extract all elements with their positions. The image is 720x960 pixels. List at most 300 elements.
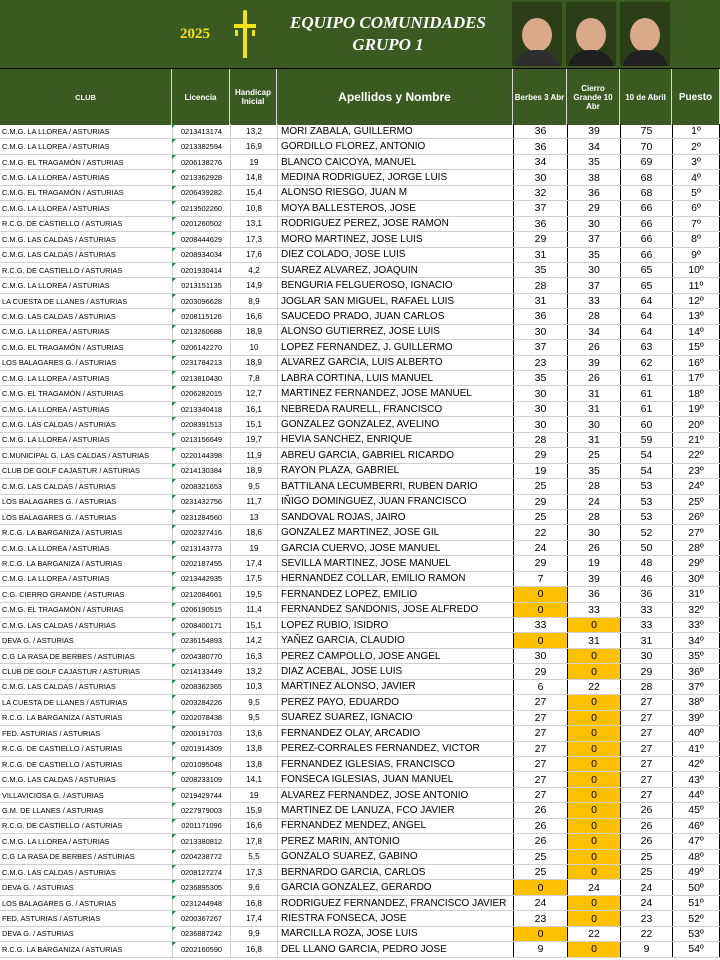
position-cell: 54º (672, 942, 720, 956)
handicap-cell: 13,8 (230, 742, 277, 756)
player-name-cell: BLANCO CAICOYA, MANUEL (277, 155, 513, 169)
license-cell: 0201914309 (172, 742, 230, 756)
round-1-score: 36 (513, 309, 567, 323)
handicap-cell: 9,9 (230, 927, 277, 941)
round-2-score: 28 (567, 309, 620, 323)
table-row (0, 433, 720, 448)
round-1-score: 30 (513, 402, 567, 416)
round-2-score: 38 (567, 170, 620, 184)
club-cell: R.C.G. DE CASTIELLO / ASTURIAS (2, 744, 123, 754)
license-cell: 0213442935 (172, 572, 230, 586)
round-1-score: 30 (513, 325, 567, 339)
license-cell: 0208321653 (172, 479, 230, 493)
cell-marker (172, 711, 176, 715)
player-name-cell: MARCILLA ROZA, JOSE LUIS (277, 927, 513, 941)
cell-marker (172, 649, 176, 653)
handicap-cell: 16,3 (230, 649, 277, 663)
table-row (0, 572, 720, 587)
player-name-cell: PEREZ-CORRALES FERNANDEZ, VICTOR (277, 742, 513, 756)
round-2-score: 31 (567, 386, 620, 400)
license-cell: 0236895305 (172, 880, 230, 894)
license-cell: 0213380812 (172, 834, 230, 848)
club-cell: LA CUESTA DE LLANES / ASTURIAS (2, 296, 128, 306)
position-cell: 23º (672, 464, 720, 478)
total-score: 25 (620, 850, 672, 864)
handicap-cell: 9,6 (230, 880, 277, 894)
table-row (0, 556, 720, 571)
handicap-cell: 16,6 (230, 309, 277, 323)
club-cell: R.C.G. DE CASTIELLO / ASTURIAS (2, 219, 123, 229)
total-score: 64 (620, 294, 672, 308)
handicap-cell: 13,2 (230, 124, 277, 138)
player-name-cell: PEREZ PAYO, EDUARDO (277, 695, 513, 709)
position-cell: 36º (672, 664, 720, 678)
club-cell: C.M.G. EL TRAGAMÓN / ASTURIAS (2, 157, 124, 167)
asturian-cross-icon (232, 10, 258, 60)
handicap-cell: 14,2 (230, 633, 277, 647)
cell-marker (172, 278, 176, 282)
table-row (0, 880, 720, 895)
handicap-cell: 16,9 (230, 139, 277, 153)
club-cell: C.M.G. LA LLOREA / ASTURIAS (2, 281, 110, 291)
round-2-score: 0 (567, 649, 620, 663)
license-cell: 0213156649 (172, 433, 230, 447)
round-1-score: 24 (513, 541, 567, 555)
table-row (0, 479, 720, 494)
handicap-cell: 19 (230, 788, 277, 802)
position-cell: 52º (672, 911, 720, 925)
club-cell: C.M.G. LA LLOREA / ASTURIAS (2, 142, 110, 152)
cell-marker (172, 417, 176, 421)
round-1-score: 30 (513, 386, 567, 400)
club-cell: C.M.G. LA LLOREA / ASTURIAS (2, 126, 110, 136)
cell-marker (172, 942, 176, 946)
total-score: 61 (620, 386, 672, 400)
round-1-score: 27 (513, 711, 567, 725)
round-2-score: 0 (567, 834, 620, 848)
cell-marker (172, 248, 176, 252)
club-cell: C.M.G. EL TRAGAMÓN / ASTURIAS (2, 342, 124, 352)
position-cell: 25º (672, 495, 720, 509)
position-cell: 10º (672, 263, 720, 277)
round-2-score: 34 (567, 139, 620, 153)
standings-table (0, 124, 720, 958)
handicap-cell: 18,6 (230, 525, 277, 539)
handicap-cell: 14,9 (230, 278, 277, 292)
total-score: 53 (620, 495, 672, 509)
club-cell: LOS BALAGARES G. / ASTURIAS (2, 898, 117, 908)
position-cell: 51º (672, 896, 720, 910)
position-cell: 6º (672, 201, 720, 215)
player-name-cell: MOYA BALLESTEROS, JOSE (277, 201, 513, 215)
round-2-score: 35 (567, 155, 620, 169)
cell-marker (172, 819, 176, 823)
table-row (0, 510, 720, 525)
position-cell: 8º (672, 232, 720, 246)
table-row (0, 695, 720, 710)
table-row (0, 911, 720, 926)
table-row (0, 278, 720, 293)
player-name-cell: FERNANDEZ MENDEZ, ANGEL (277, 819, 513, 833)
round-2-score: 19 (567, 556, 620, 570)
club-cell: C.G. CIERRO GRANDE / ASTURIAS (2, 589, 125, 599)
round-2-score: 24 (567, 495, 620, 509)
license-cell: 0219429744 (172, 788, 230, 802)
total-score: 22 (620, 927, 672, 941)
handicap-cell: 13,6 (230, 726, 277, 740)
club-cell: R.C.G. LA BARGANIZA / ASTURIAS (2, 558, 123, 568)
player-name-cell: FERNANDEZ IGLESIAS, FRANCISCO (277, 757, 513, 771)
license-cell: 0206439282 (172, 186, 230, 200)
club-cell: C.M.G. LA LLOREA / ASTURIAS (2, 404, 110, 414)
cell-marker (172, 371, 176, 375)
club-cell: C.M.G. EL TRAGAMÓN / ASTURIAS (2, 605, 124, 615)
total-score: 65 (620, 263, 672, 277)
cell-marker (172, 726, 176, 730)
round-1-score: 31 (513, 248, 567, 262)
round-1-score: 26 (513, 803, 567, 817)
player-name-cell: DIEZ COLADO, JOSE LUIS (277, 248, 513, 262)
club-cell: C.M.G. LA LLOREA / ASTURIAS (2, 836, 110, 846)
header-club: CLUB (0, 69, 172, 125)
license-cell: 0213340418 (172, 402, 230, 416)
handicap-cell: 17,8 (230, 834, 277, 848)
cell-marker (172, 448, 176, 452)
table-row (0, 340, 720, 355)
license-cell: 0201171096 (172, 819, 230, 833)
position-cell: 3º (672, 155, 720, 169)
club-cell: C.M.G. EL TRAGAMÓN / ASTURIAS (2, 389, 124, 399)
table-row (0, 448, 720, 463)
table-row (0, 186, 720, 201)
round-2-score: 35 (567, 248, 620, 262)
round-1-score: 22 (513, 525, 567, 539)
player-name-cell: GARCIA GONZALEZ, GERARDO (277, 880, 513, 894)
total-score: 27 (620, 772, 672, 786)
total-score: 53 (620, 510, 672, 524)
total-score: 75 (620, 124, 672, 138)
license-cell: 0208934034 (172, 248, 230, 262)
license-cell: 0231244948 (172, 896, 230, 910)
total-score: 64 (620, 309, 672, 323)
player-name-cell: HERNANDEZ COLLAR, EMILIO RAMON (277, 572, 513, 586)
handicap-cell: 11,4 (230, 603, 277, 617)
table-row (0, 371, 720, 386)
club-cell: C.M.G. LAS CALDAS / ASTURIAS (2, 311, 116, 321)
header-puesto: Puesto (672, 69, 720, 125)
player-name-cell: YAÑEZ GARCIA, CLAUDIO (277, 633, 513, 647)
photo-head (576, 18, 606, 52)
license-cell: 0206138276 (172, 155, 230, 169)
handicap-cell: 11,9 (230, 448, 277, 462)
club-cell: G.M. DE LLANES / ASTURIAS (2, 805, 104, 815)
cell-marker (172, 124, 176, 128)
total-score: 26 (620, 834, 672, 848)
round-2-score: 0 (567, 819, 620, 833)
cell-marker (172, 865, 176, 869)
round-2-score: 30 (567, 263, 620, 277)
round-2-score: 0 (567, 911, 620, 925)
player-name-cell: MEDINA RODRIGUEZ, JORGE LUIS (277, 170, 513, 184)
club-cell: R.C.G. DE CASTIELLO / ASTURIAS (2, 759, 123, 769)
license-cell: 0236154893 (172, 633, 230, 647)
license-cell: 0203096628 (172, 294, 230, 308)
round-1-score: 0 (513, 603, 567, 617)
round-1-score: 29 (513, 232, 567, 246)
license-cell: 0208362365 (172, 680, 230, 694)
club-cell: DEVA G. / ASTURIAS (2, 883, 74, 893)
cell-marker (172, 386, 176, 390)
player-name-cell: LABRA CORTINA, LUIS MANUEL (277, 371, 513, 385)
position-cell: 28º (672, 541, 720, 555)
cell-marker (172, 217, 176, 221)
cell-marker (172, 603, 176, 607)
round-2-score: 33 (567, 603, 620, 617)
table-row (0, 618, 720, 633)
license-cell: 0206282015 (172, 386, 230, 400)
total-score: 24 (620, 896, 672, 910)
table-header (0, 68, 720, 125)
club-cell: R.C.G. LA BARGANIZA / ASTURIAS (2, 713, 123, 723)
table-row (0, 170, 720, 185)
position-cell: 21º (672, 433, 720, 447)
player-name-cell: ABREU GARCIA, GABRIEL RICARDO (277, 448, 513, 462)
page-title (268, 12, 508, 56)
handicap-cell: 19 (230, 155, 277, 169)
position-cell: 32º (672, 603, 720, 617)
player-name-cell: HEVIA SANCHEZ, ENRIQUE (277, 433, 513, 447)
handicap-cell: 14,1 (230, 772, 277, 786)
handicap-cell: 13,2 (230, 664, 277, 678)
round-2-score: 29 (567, 201, 620, 215)
player-photo-1 (512, 2, 562, 66)
table-row (0, 664, 720, 679)
total-score: 33 (620, 603, 672, 617)
license-cell: 0204380770 (172, 649, 230, 663)
club-cell: LA CUESTA DE LLANES / ASTURIAS (2, 697, 128, 707)
round-2-score: 26 (567, 541, 620, 555)
handicap-cell: 11,7 (230, 495, 277, 509)
position-cell: 38º (672, 695, 720, 709)
total-score: 26 (620, 819, 672, 833)
position-cell: 26º (672, 510, 720, 524)
round-2-score: 28 (567, 510, 620, 524)
handicap-cell: 13,1 (230, 217, 277, 231)
header-handicap: Handicap Inicial (230, 69, 277, 125)
club-cell: FED. ASTURIAS / ASTURIAS (2, 914, 101, 924)
total-score: 64 (620, 325, 672, 339)
round-1-score: 6 (513, 680, 567, 694)
total-score: 28 (620, 680, 672, 694)
club-cell: R.C.G. DE CASTIELLO / ASTURIAS (2, 265, 123, 275)
license-cell: 0231432756 (172, 495, 230, 509)
header-round-1: Berbes 3 Abr (513, 69, 567, 125)
total-score: 48 (620, 556, 672, 570)
position-cell: 20º (672, 417, 720, 431)
round-1-score: 27 (513, 695, 567, 709)
table-row (0, 201, 720, 216)
table-row (0, 942, 720, 957)
license-cell: 0227979003 (172, 803, 230, 817)
position-cell: 46º (672, 819, 720, 833)
round-1-score: 34 (513, 155, 567, 169)
header-nombre: Apellidos y Nombre (277, 69, 513, 125)
table-row (0, 525, 720, 540)
position-cell: 47º (672, 834, 720, 848)
total-score: 27 (620, 695, 672, 709)
position-cell: 44º (672, 788, 720, 802)
club-cell: C.M.G. LA LLOREA / ASTURIAS (2, 327, 110, 337)
player-photo-2 (566, 2, 616, 66)
player-name-cell: ALONSO GUTIERREZ, JOSE LUIS (277, 325, 513, 339)
position-cell: 12º (672, 294, 720, 308)
handicap-cell: 5,5 (230, 850, 277, 864)
table-row (0, 865, 720, 880)
round-2-score: 39 (567, 572, 620, 586)
position-cell: 29º (672, 556, 720, 570)
total-score: 66 (620, 232, 672, 246)
club-cell: C.M.G. LAS CALDAS / ASTURIAS (2, 250, 116, 260)
round-2-score: 0 (567, 788, 620, 802)
round-2-score: 37 (567, 232, 620, 246)
position-cell: 39º (672, 711, 720, 725)
round-1-score: 25 (513, 479, 567, 493)
cell-marker (172, 927, 176, 931)
total-score: 29 (620, 664, 672, 678)
cell-marker (172, 495, 176, 499)
cell-marker (172, 541, 176, 545)
table-row (0, 757, 720, 772)
table-row (0, 294, 720, 309)
handicap-cell: 18,9 (230, 464, 277, 478)
cell-marker (172, 139, 176, 143)
license-cell: 0213143773 (172, 541, 230, 555)
round-1-score: 35 (513, 371, 567, 385)
player-name-cell: DEL LLANO GARCIA, PEDRO JOSE (277, 942, 513, 956)
handicap-cell: 16,6 (230, 819, 277, 833)
table-row (0, 248, 720, 263)
title-line-2: GRUPO 1 (352, 35, 424, 54)
player-name-cell: FERNANDEZ LOPEZ, EMILIO (277, 587, 513, 601)
round-1-score: 27 (513, 757, 567, 771)
position-cell: 9º (672, 248, 720, 262)
club-cell: C.M.G. EL TRAGAMÓN / ASTURIAS (2, 188, 124, 198)
cell-marker (172, 880, 176, 884)
cell-marker (172, 340, 176, 344)
total-score: 33 (620, 618, 672, 632)
license-cell: 0201095048 (172, 757, 230, 771)
round-1-score: 24 (513, 896, 567, 910)
position-cell: 34º (672, 633, 720, 647)
club-cell: C.G LA RASA DE BERBES / ASTURIAS (2, 651, 135, 661)
table-row (0, 155, 720, 170)
round-1-score: 30 (513, 417, 567, 431)
handicap-cell: 18,9 (230, 325, 277, 339)
player-name-cell: GONZALEZ MARTINEZ, JOSE GIL (277, 525, 513, 539)
round-1-score: 27 (513, 772, 567, 786)
position-cell: 37º (672, 680, 720, 694)
cell-marker (172, 896, 176, 900)
player-name-cell: PEREZ CAMPOLLO, JOSE ANGEL (277, 649, 513, 663)
license-cell: 0213810430 (172, 371, 230, 385)
club-cell: R.C.G. LA BARGANIZA / ASTURIAS (2, 528, 123, 538)
cell-marker (172, 325, 176, 329)
handicap-cell: 10,3 (230, 680, 277, 694)
total-score: 24 (620, 880, 672, 894)
cell-marker (172, 587, 176, 591)
handicap-cell: 12,7 (230, 386, 277, 400)
club-cell: LOS BALAGARES G. / ASTURIAS (2, 358, 117, 368)
table-row (0, 819, 720, 834)
club-cell: R.C.G. LA BARGANIZA / ASTURIAS (2, 944, 123, 954)
round-2-score: 26 (567, 340, 620, 354)
handicap-cell: 17,4 (230, 911, 277, 925)
cell-marker (172, 742, 176, 746)
license-cell: 0201260502 (172, 217, 230, 231)
player-name-cell: FONSECA IGLESIAS, JUAN MANUEL (277, 772, 513, 786)
player-name-cell: MORI ZABALA, GUILLERMO (277, 124, 513, 138)
handicap-cell: 15,9 (230, 803, 277, 817)
round-1-score: 29 (513, 664, 567, 678)
total-score: 9 (620, 942, 672, 956)
round-2-score: 25 (567, 448, 620, 462)
license-cell: 0208115126 (172, 309, 230, 323)
player-name-cell: SUAREZ ALVAREZ, JOAQUIN (277, 263, 513, 277)
cell-marker (172, 294, 176, 298)
round-2-score: 0 (567, 711, 620, 725)
club-cell: C.M.G. LAS CALDAS / ASTURIAS (2, 682, 116, 692)
handicap-cell: 16,8 (230, 942, 277, 956)
round-2-score: 0 (567, 942, 620, 956)
cell-marker (172, 525, 176, 529)
position-cell: 14º (672, 325, 720, 339)
table-row (0, 803, 720, 818)
cell-marker (172, 479, 176, 483)
club-cell: LOS BALAGARES G. / ASTURIAS (2, 497, 117, 507)
position-cell: 35º (672, 649, 720, 663)
round-1-score: 32 (513, 186, 567, 200)
total-score: 69 (620, 155, 672, 169)
table-row (0, 417, 720, 432)
position-cell: 15º (672, 340, 720, 354)
total-score: 31 (620, 633, 672, 647)
round-2-score: 0 (567, 618, 620, 632)
table-row (0, 742, 720, 757)
round-1-score: 31 (513, 294, 567, 308)
club-cell: C.M.G. LAS CALDAS / ASTURIAS (2, 481, 116, 491)
cell-marker (172, 695, 176, 699)
cell-marker (172, 433, 176, 437)
license-cell: 0214130384 (172, 464, 230, 478)
club-cell: C.M.G. LAS CALDAS / ASTURIAS (2, 775, 116, 785)
player-name-cell: BATTILANA LECUMBERRI, RUBEN DARIO (277, 479, 513, 493)
club-cell: DEVA G. / ASTURIAS (2, 636, 74, 646)
position-cell: 53º (672, 927, 720, 941)
total-score: 27 (620, 711, 672, 725)
position-cell: 50º (672, 880, 720, 894)
table-row (0, 850, 720, 865)
club-cell: DEVA G. / ASTURIAS (2, 929, 74, 939)
player-name-cell: GORDILLO FLOREZ, ANTONIO (277, 139, 513, 153)
table-row (0, 464, 720, 479)
table-row (0, 834, 720, 849)
total-score: 50 (620, 541, 672, 555)
round-1-score: 36 (513, 124, 567, 138)
round-1-score: 9 (513, 942, 567, 956)
round-1-score: 7 (513, 572, 567, 586)
handicap-cell: 4,2 (230, 263, 277, 277)
license-cell: 0202327416 (172, 525, 230, 539)
